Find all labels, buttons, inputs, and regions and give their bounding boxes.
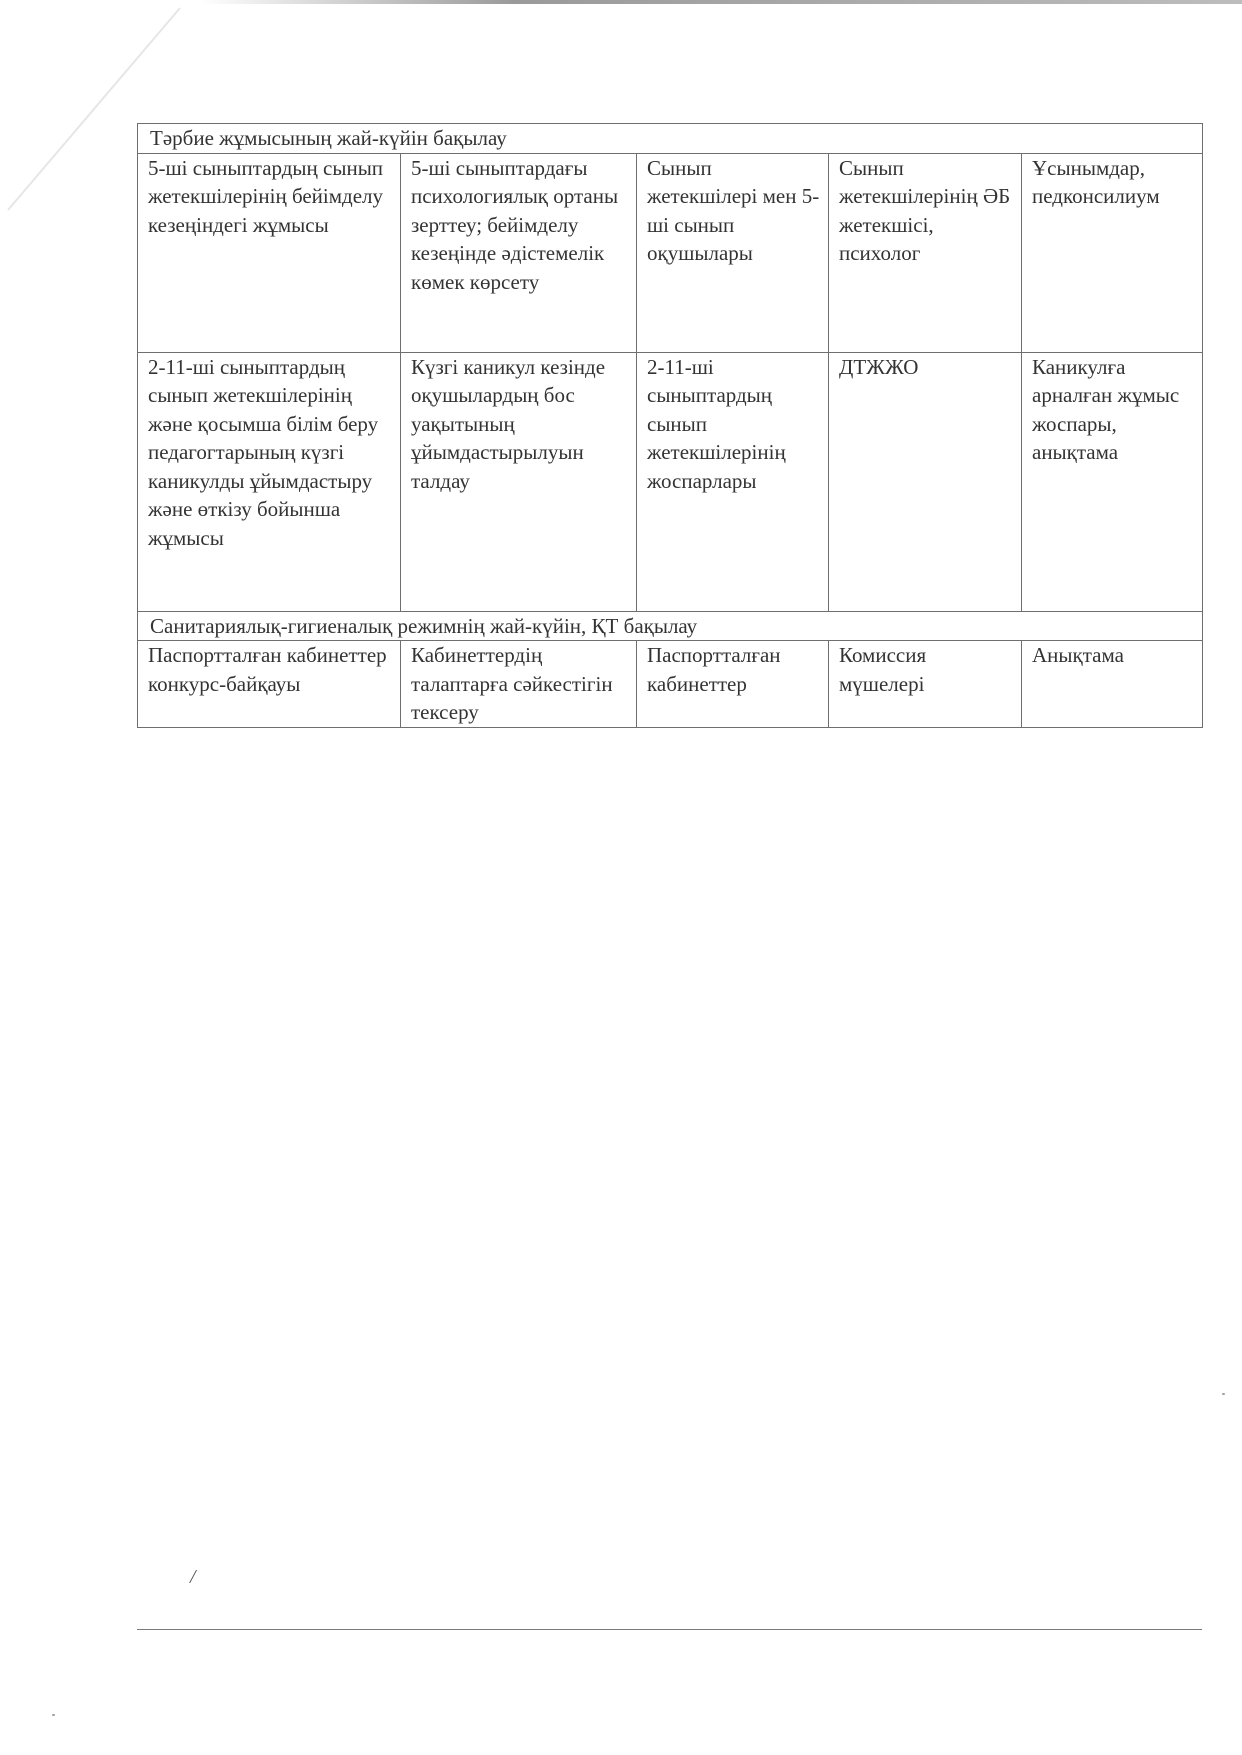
cell-object: Паспортталған кабинеттер — [637, 641, 829, 728]
control-plan-table — [137, 123, 1203, 728]
cell-topic: Паспортталған кабинеттер конкурс-байқауы — [138, 641, 401, 728]
scan-speck — [52, 1714, 55, 1716]
section-header-row — [138, 124, 1203, 154]
cell-result: Каникулға арналған жұмыс жоспары, анықтама — [1022, 352, 1203, 611]
cell-responsible: ДТЖЖО — [829, 352, 1022, 611]
footer-rule — [137, 1629, 1202, 1630]
section-title: Санитариялық-гигиеналық режимнің жай-күйін, ҚТ бақылау — [138, 611, 1203, 641]
cell-purpose: 5-ші сыныптардағы психологиялық ортаны зерттеу; бейімделу кезеңінде әдістемелік көмек көрсету — [401, 153, 637, 352]
cell-object: 2-11-ші сыныптардың сынып жетекшілерінің жоспарлары — [637, 352, 829, 611]
cell-responsible: Комиссия мүшелері — [829, 641, 1022, 728]
table-row — [138, 352, 1203, 611]
cell-purpose: Күзгі каникул кезінде оқушылардың бос уақытының ұйымдастырылуын талдау — [401, 352, 637, 611]
table-row — [138, 641, 1203, 728]
cell-purpose: Кабинеттердің талаптарға сәйкестігін тексеру — [401, 641, 637, 728]
cell-result: Ұсынымдар, педконсилиум — [1022, 153, 1203, 352]
scan-speck — [1222, 1393, 1225, 1395]
table-row — [138, 153, 1203, 352]
section-title: Тәрбие жұмысының жай-күйін бақылау — [138, 124, 1203, 154]
cell-object: Сынып жетекшілері мен 5-ші сынып оқушылары — [637, 153, 829, 352]
cell-topic: 2-11-ші сыныптардың сынып жетекшілерінің және қосымша білім беру педагогтарының күзгі каникулды ұйымдастыру және өткізу бойынша жұмысы — [138, 352, 401, 611]
cell-result: Анықтама — [1022, 641, 1203, 728]
section-header-row — [138, 611, 1203, 641]
scan-edge-top — [200, 0, 1242, 4]
cell-topic: 5-ші сыныптардың сынып жетекшілерінің бейімделу кезеңіндегі жұмысы — [138, 153, 401, 352]
stray-pen-mark: / — [190, 1566, 196, 1588]
cell-responsible: Сынып жетекшілерінің ӘБ жетекшісі, психолог — [829, 153, 1022, 352]
